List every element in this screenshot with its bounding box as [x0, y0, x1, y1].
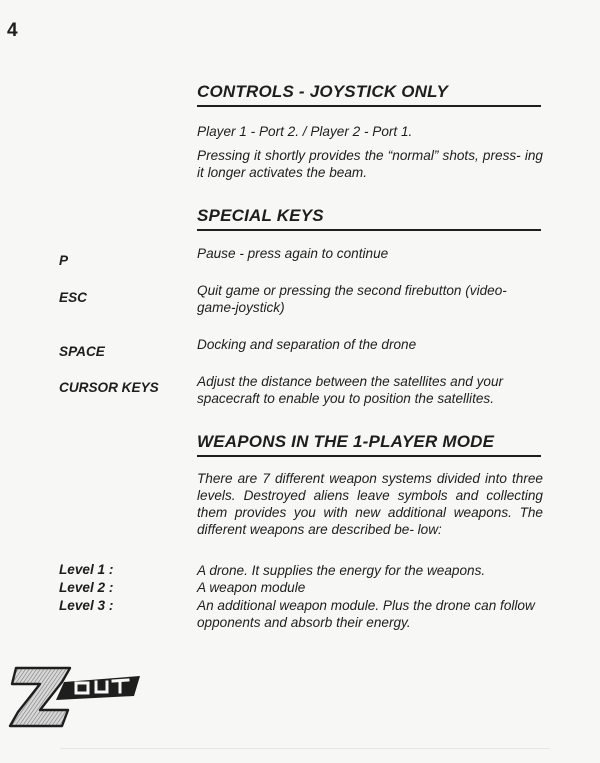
key-esc: ESC	[59, 290, 87, 305]
level-1-label: Level 1 :	[59, 562, 114, 577]
level-1-desc: A drone. It supplies the energy for the weapons.	[197, 563, 486, 578]
key-p: P	[59, 253, 69, 268]
key-space-desc: Docking and separation of the drone	[197, 337, 417, 352]
key-esc-desc: Quit game or pressing the second firebutton (video- game-joystick)	[197, 283, 507, 315]
z-out-logo-graphic	[6, 660, 141, 732]
page-number: 4	[7, 20, 18, 41]
key-cursor-keys: CURSOR KEYS	[59, 380, 159, 395]
controls-fire-text: Pressing it shortly provides the “normal” shots, press- ing it longer activates the beam.	[197, 148, 543, 180]
weapons-intro: There are 7 different weapon systems divided into three levels. Destroyed aliens leave symbols and collecting them provides you with new additional weapons. The different weapons are described be- low:	[197, 471, 543, 537]
level-3-label: Level 3 :	[59, 598, 114, 613]
controls-ports-text: Player 1 - Port 2. / Player 2 - Port 1.	[197, 124, 413, 139]
level-2-desc: A weapon module	[197, 580, 306, 595]
level-2-label: Level 2 :	[59, 580, 114, 595]
key-space: SPACE	[59, 344, 105, 359]
level-3-desc: An additional weapon module. Plus the drone can follow opponents and absorb their energy.	[197, 598, 535, 630]
controls-heading: CONTROLS - JOYSTICK ONLY	[197, 82, 541, 107]
footer-divider	[60, 748, 550, 749]
weapons-heading: WEAPONS IN THE 1-PLAYER MODE	[197, 432, 541, 457]
key-cursor-keys-desc: Adjust the distance between the satellites and your spacecraft to enable you to position the satellites.	[197, 374, 504, 406]
z-out-logo-icon	[6, 660, 141, 732]
key-p-desc: Pause - press again to continue	[197, 246, 389, 261]
special-keys-heading: SPECIAL KEYS	[197, 206, 541, 231]
